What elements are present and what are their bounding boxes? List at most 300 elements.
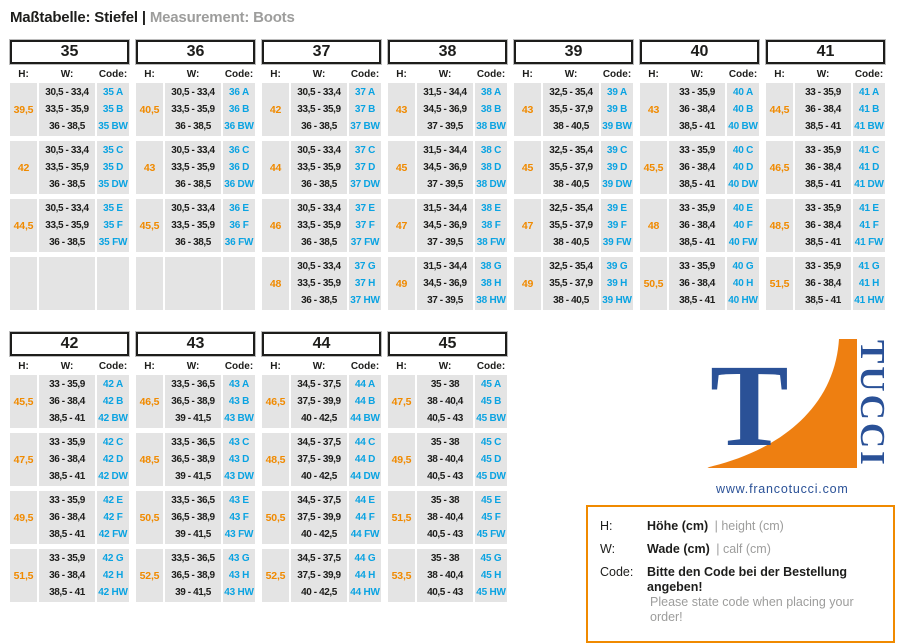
code-value: 44 G — [354, 553, 376, 564]
row-group — [640, 257, 759, 310]
code-column-label: Code: — [476, 360, 506, 372]
width-range: 30,5 - 33,4 — [171, 203, 215, 214]
code-value: 45 C — [480, 437, 502, 448]
width-range: 33,5 - 36,5 — [171, 379, 215, 390]
code-value: 45 BW — [476, 413, 506, 424]
code-values — [475, 375, 507, 428]
code-value: 44 E — [355, 495, 375, 506]
w-column-label: W: — [438, 68, 452, 80]
width-range: 40,5 - 43 — [427, 413, 463, 424]
width-range: 40 - 42,5 — [301, 529, 337, 540]
code-value: 38 FW — [476, 237, 506, 248]
code-value: 41 A — [859, 87, 879, 98]
height-value: 52,5 — [262, 549, 289, 602]
code-value: 44 FW — [350, 529, 380, 540]
code-value: 40 E — [733, 203, 753, 214]
code-value: 35 F — [103, 220, 123, 231]
row-group — [262, 375, 381, 428]
height-value: 40,5 — [136, 83, 163, 136]
height-value: 44,5 — [766, 83, 793, 136]
width-range: 33 - 35,9 — [805, 203, 841, 214]
width-range: 30,5 - 33,4 — [171, 87, 215, 98]
width-range: 39 - 41,5 — [175, 413, 211, 424]
code-values — [223, 491, 255, 544]
size-header: 37 — [262, 40, 381, 64]
width-range: 33 - 35,9 — [679, 87, 715, 98]
logo-website-link[interactable]: www.francotucci.com — [716, 482, 849, 496]
code-value: 44 C — [354, 437, 376, 448]
w-column-label: W: — [186, 360, 200, 372]
row-group — [640, 141, 759, 194]
code-values — [727, 257, 759, 310]
width-ranges — [291, 199, 347, 252]
legend-h-text — [647, 519, 784, 534]
code-value: 37 B — [354, 104, 376, 115]
code-values — [601, 257, 633, 310]
code-value: 40 HW — [728, 295, 758, 306]
width-range: 33,5 - 35,9 — [297, 162, 341, 173]
width-range: 36 - 38,5 — [301, 295, 337, 306]
height-value: 45 — [514, 141, 541, 194]
code-values — [475, 491, 507, 544]
code-value: 36 DW — [224, 179, 254, 190]
height-value: 51,5 — [10, 549, 37, 602]
width-range: 38 - 40,4 — [427, 396, 463, 407]
height-value: 47,5 — [388, 375, 415, 428]
h-column-label: H: — [396, 68, 407, 80]
height-value: 45,5 — [136, 199, 163, 252]
code-value: 45 E — [481, 495, 501, 506]
code-values — [97, 433, 129, 486]
width-range: 37,5 - 39,9 — [297, 512, 341, 523]
width-range: 33 - 35,9 — [49, 379, 85, 390]
row-group — [10, 491, 129, 544]
height-value: 50,5 — [136, 491, 163, 544]
code-value: 40 G — [732, 261, 754, 272]
w-column-label: W: — [312, 360, 326, 372]
size-header: 41 — [766, 40, 885, 64]
row-group — [262, 141, 381, 194]
row-group — [10, 257, 129, 310]
width-range: 37,5 - 39,9 — [297, 454, 341, 465]
legend-box — [586, 505, 895, 643]
code-values — [97, 141, 129, 194]
width-range: 37 - 39,5 — [427, 179, 463, 190]
size-table-40 — [640, 40, 759, 315]
width-range: 34,5 - 36,9 — [423, 104, 467, 115]
code-value: 42 BW — [98, 413, 128, 424]
width-ranges — [417, 375, 473, 428]
width-range: 40,5 - 43 — [427, 529, 463, 540]
width-range: 33,5 - 35,9 — [45, 104, 89, 115]
size-table-45 — [388, 332, 507, 607]
width-ranges — [39, 257, 95, 310]
code-value: 44 D — [354, 454, 376, 465]
height-value — [136, 257, 163, 310]
width-range: 39 - 41,5 — [175, 587, 211, 598]
width-ranges — [417, 199, 473, 252]
code-value: 36 FW — [224, 237, 254, 248]
code-value: 41 C — [858, 145, 880, 156]
width-range: 38,5 - 41 — [679, 179, 715, 190]
code-value: 45 F — [481, 512, 501, 523]
code-values — [97, 257, 129, 310]
row-group — [766, 199, 885, 252]
width-range: 34,5 - 36,9 — [423, 162, 467, 173]
row-group — [136, 549, 255, 602]
width-ranges — [165, 83, 221, 136]
width-range: 38 - 40,5 — [553, 237, 589, 248]
size-header: 36 — [136, 40, 255, 64]
height-value: 43 — [136, 141, 163, 194]
row-group — [766, 141, 885, 194]
code-value: 43 G — [228, 553, 250, 564]
size-header: 45 — [388, 332, 507, 356]
row-group — [136, 375, 255, 428]
width-ranges — [543, 257, 599, 310]
code-value: 43 D — [228, 454, 250, 465]
row-group — [388, 199, 507, 252]
column-labels — [388, 67, 507, 81]
width-ranges — [165, 491, 221, 544]
width-ranges — [543, 199, 599, 252]
code-value: 37 G — [354, 261, 376, 272]
code-value: 42 F — [103, 512, 123, 523]
width-range: 30,5 - 33,4 — [297, 261, 341, 272]
code-value: 40 D — [732, 162, 754, 173]
row-group — [10, 433, 129, 486]
width-ranges — [165, 141, 221, 194]
size-table-42 — [10, 332, 129, 607]
w-column-label: W: — [60, 68, 74, 80]
code-value: 37 F — [355, 220, 375, 231]
code-value: 45 A — [481, 379, 501, 390]
column-labels — [388, 359, 507, 373]
code-value: 37 C — [354, 145, 376, 156]
width-range: 38,5 - 41 — [805, 179, 841, 190]
width-range: 36 - 38,5 — [175, 121, 211, 132]
width-range: 35 - 38 — [430, 495, 460, 506]
width-range: 39 - 41,5 — [175, 471, 211, 482]
height-value: 46,5 — [262, 375, 289, 428]
width-ranges — [795, 83, 851, 136]
row-group — [10, 375, 129, 428]
code-value: 41 F — [859, 220, 879, 231]
row-group — [262, 491, 381, 544]
width-ranges — [669, 141, 725, 194]
width-range: 36 - 38,5 — [301, 179, 337, 190]
code-value: 38 B — [480, 104, 502, 115]
code-value: 43 HW — [224, 587, 254, 598]
width-ranges — [795, 257, 851, 310]
width-range: 33 - 35,9 — [805, 87, 841, 98]
width-range: 35,5 - 37,9 — [549, 278, 593, 289]
code-value: 39 H — [606, 278, 628, 289]
franco-tucci-logo — [688, 333, 900, 501]
code-value: 44 H — [354, 570, 376, 581]
code-value: 39 FW — [602, 237, 632, 248]
column-labels — [136, 359, 255, 373]
width-range: 38 - 40,4 — [427, 570, 463, 581]
code-value: 36 A — [229, 87, 249, 98]
width-range: 35,5 - 37,9 — [549, 162, 593, 173]
code-value: 37 BW — [350, 121, 380, 132]
width-range: 36 - 38,4 — [805, 278, 841, 289]
code-values — [601, 83, 633, 136]
width-range: 38,5 - 41 — [805, 295, 841, 306]
code-values — [475, 83, 507, 136]
legend-w-german: Wade (cm) — [647, 542, 710, 556]
width-range: 31,5 - 34,4 — [423, 261, 467, 272]
code-value: 45 D — [480, 454, 502, 465]
width-range: 33,5 - 36,5 — [171, 437, 215, 448]
height-value: 43 — [640, 83, 667, 136]
size-header: 35 — [10, 40, 129, 64]
width-range: 38,5 - 41 — [679, 237, 715, 248]
w-column-label: W: — [312, 68, 326, 80]
code-value: 41 HW — [854, 295, 884, 306]
height-value: 49,5 — [388, 433, 415, 486]
code-value: 40 C — [732, 145, 754, 156]
code-values — [223, 257, 255, 310]
height-value: 39,5 — [10, 83, 37, 136]
code-value: 40 B — [732, 104, 754, 115]
code-value: 42 H — [102, 570, 124, 581]
code-value: 45 B — [480, 396, 502, 407]
code-value-empty — [223, 275, 255, 292]
width-ranges — [39, 549, 95, 602]
size-header: 40 — [640, 40, 759, 64]
code-value: 40 FW — [728, 237, 758, 248]
width-ranges — [669, 83, 725, 136]
row-group — [136, 141, 255, 194]
width-range: 33 - 35,9 — [49, 495, 85, 506]
code-value: 40 A — [733, 87, 753, 98]
width-range: 36 - 38,4 — [679, 220, 715, 231]
h-column-label: H: — [774, 68, 785, 80]
width-range: 37,5 - 39,9 — [297, 570, 341, 581]
code-values — [349, 491, 381, 544]
code-value: 45 H — [480, 570, 502, 581]
code-values — [349, 199, 381, 252]
size-table-43 — [136, 332, 255, 607]
width-ranges — [165, 199, 221, 252]
code-values — [349, 141, 381, 194]
code-column-label: Code: — [224, 360, 254, 372]
width-ranges — [291, 433, 347, 486]
code-values — [853, 199, 885, 252]
height-value: 43 — [514, 83, 541, 136]
column-labels — [766, 67, 885, 81]
code-value: 40 BW — [728, 121, 758, 132]
size-table-39 — [514, 40, 633, 315]
row-group — [388, 433, 507, 486]
width-range: 33 - 35,9 — [679, 145, 715, 156]
width-range: 35,5 - 37,9 — [549, 220, 593, 231]
code-value: 45 G — [480, 553, 502, 564]
code-values — [601, 199, 633, 252]
w-column-label: W: — [816, 68, 830, 80]
w-column-label: W: — [438, 360, 452, 372]
height-value: 50,5 — [262, 491, 289, 544]
code-value: 41 DW — [854, 179, 884, 190]
height-value: 49 — [514, 257, 541, 310]
legend-w-text — [647, 542, 771, 557]
code-values — [349, 375, 381, 428]
width-range: 31,5 - 34,4 — [423, 145, 467, 156]
row-group — [514, 83, 633, 136]
code-value: 39 A — [607, 87, 627, 98]
code-column-label: Code: — [224, 68, 254, 80]
width-ranges — [291, 257, 347, 310]
height-value: 44,5 — [10, 199, 37, 252]
width-range: 40 - 42,5 — [301, 471, 337, 482]
code-value: 38 BW — [476, 121, 506, 132]
code-value: 42 C — [102, 437, 124, 448]
width-ranges — [543, 83, 599, 136]
width-range: 34,5 - 37,5 — [297, 379, 341, 390]
code-value: 45 FW — [476, 529, 506, 540]
row-group — [262, 83, 381, 136]
width-ranges — [795, 199, 851, 252]
code-value-empty — [223, 292, 255, 309]
code-value: 35 FW — [98, 237, 128, 248]
row-group — [10, 549, 129, 602]
code-column-label: Code: — [350, 360, 380, 372]
size-header: 39 — [514, 40, 633, 64]
width-ranges — [417, 549, 473, 602]
code-value: 37 D — [354, 162, 376, 173]
width-ranges — [39, 141, 95, 194]
row-group — [136, 199, 255, 252]
code-value: 42 A — [103, 379, 123, 390]
code-value: 44 F — [355, 512, 375, 523]
width-range: 36 - 38,5 — [175, 179, 211, 190]
width-ranges — [543, 141, 599, 194]
code-value: 42 G — [102, 553, 124, 564]
width-ranges — [39, 433, 95, 486]
width-range: 40,5 - 43 — [427, 471, 463, 482]
height-value: 47 — [514, 199, 541, 252]
width-range: 37,5 - 39,9 — [297, 396, 341, 407]
height-value: 43 — [388, 83, 415, 136]
code-value: 36 E — [229, 203, 249, 214]
height-value: 48 — [262, 257, 289, 310]
width-range: 40,5 - 43 — [427, 587, 463, 598]
width-range: 38,5 - 41 — [49, 587, 85, 598]
code-column-label: Code: — [602, 68, 632, 80]
code-value: 36 F — [229, 220, 249, 231]
size-table-41 — [766, 40, 885, 315]
legend-w-english: | calf (cm) — [716, 542, 771, 556]
width-range: 36 - 38,5 — [301, 121, 337, 132]
width-range: 35 - 38 — [430, 437, 460, 448]
h-column-label: H: — [144, 68, 155, 80]
width-range: 37 - 39,5 — [427, 237, 463, 248]
code-value: 41 G — [858, 261, 880, 272]
width-ranges — [291, 83, 347, 136]
code-values — [223, 83, 255, 136]
code-value: 44 B — [354, 396, 376, 407]
width-range: 35 - 38 — [430, 553, 460, 564]
column-labels — [136, 67, 255, 81]
width-range: 33 - 35,9 — [49, 437, 85, 448]
width-range-empty — [165, 292, 221, 309]
width-range: 31,5 - 34,4 — [423, 87, 467, 98]
code-value: 36 B — [228, 104, 250, 115]
width-ranges — [417, 83, 473, 136]
height-value: 49 — [388, 257, 415, 310]
legend-h-german: Höhe (cm) — [647, 519, 709, 533]
height-value: 53,5 — [388, 549, 415, 602]
width-range: 36 - 38,4 — [679, 278, 715, 289]
code-value: 44 HW — [350, 587, 380, 598]
width-range: 33,5 - 35,9 — [297, 104, 341, 115]
code-value: 43 BW — [224, 413, 254, 424]
row-group — [388, 141, 507, 194]
code-value: 38 H — [480, 278, 502, 289]
height-value: 50,5 — [640, 257, 667, 310]
code-value: 45 HW — [476, 587, 506, 598]
height-value: 48,5 — [262, 433, 289, 486]
height-value: 48,5 — [766, 199, 793, 252]
width-range-empty — [165, 258, 221, 275]
code-value-empty — [97, 292, 129, 309]
code-value: 45 DW — [476, 471, 506, 482]
width-range: 36 - 38,4 — [805, 220, 841, 231]
code-value: 41 D — [858, 162, 880, 173]
row-group — [136, 83, 255, 136]
code-value: 38 G — [480, 261, 502, 272]
width-range: 33,5 - 35,9 — [45, 220, 89, 231]
width-range: 38,5 - 41 — [49, 529, 85, 540]
width-ranges — [39, 375, 95, 428]
width-range: 33,5 - 36,5 — [171, 495, 215, 506]
row-group — [640, 83, 759, 136]
code-value: 44 BW — [350, 413, 380, 424]
width-ranges — [39, 491, 95, 544]
code-values — [349, 257, 381, 310]
code-value: 35 A — [103, 87, 123, 98]
row-group — [136, 491, 255, 544]
code-values — [97, 199, 129, 252]
code-value: 42 B — [102, 396, 124, 407]
height-value — [10, 257, 37, 310]
width-ranges — [39, 199, 95, 252]
row-group — [10, 199, 129, 252]
code-values — [601, 141, 633, 194]
w-column-label: W: — [60, 360, 74, 372]
width-range: 36,5 - 38,9 — [171, 570, 215, 581]
code-value: 41 FW — [854, 237, 884, 248]
height-value: 48 — [640, 199, 667, 252]
code-value: 37 H — [354, 278, 376, 289]
width-range: 36 - 38,4 — [49, 570, 85, 581]
row-group — [388, 83, 507, 136]
row-group — [136, 433, 255, 486]
width-ranges — [165, 375, 221, 428]
column-labels — [640, 67, 759, 81]
height-value: 52,5 — [136, 549, 163, 602]
width-range: 32,5 - 35,4 — [549, 145, 593, 156]
width-range: 38 - 40,5 — [553, 179, 589, 190]
column-labels — [10, 359, 129, 373]
h-column-label: H: — [270, 68, 281, 80]
height-value: 51,5 — [766, 257, 793, 310]
width-range: 30,5 - 33,4 — [171, 145, 215, 156]
code-value: 39 B — [606, 104, 628, 115]
code-value: 39 BW — [602, 121, 632, 132]
